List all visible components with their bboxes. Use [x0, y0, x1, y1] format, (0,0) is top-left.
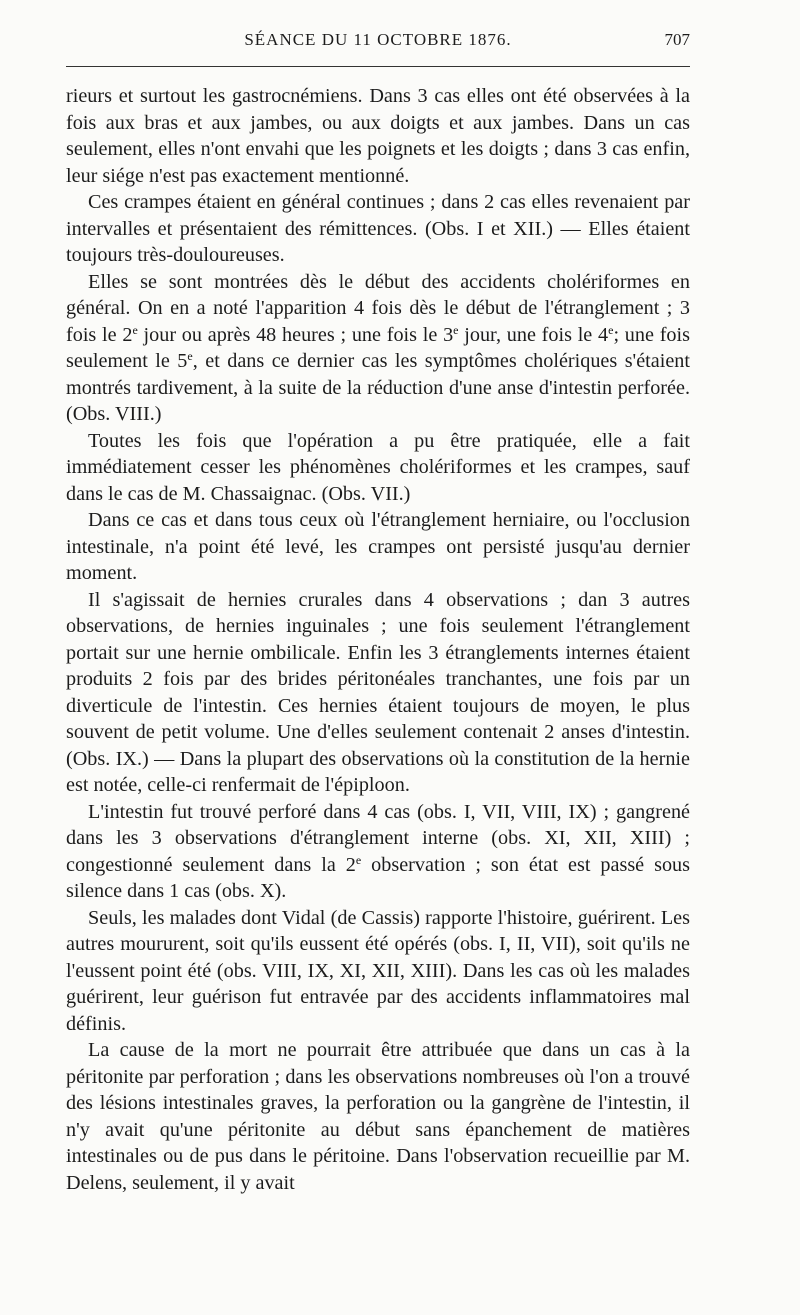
head-seance: SÉANCE DU [244, 30, 349, 49]
paragraph-crampes: Ces crampes étaient en général continues ; dans 2 cas elles revenaient par intervalles et présentaient des rémittences. (Obs. I et XII.) — Elles étaient toujours très-douloureuses. [66, 191, 690, 266]
header-rule [66, 66, 690, 67]
page-number: 707 [664, 30, 690, 49]
text-run: jour, une fois le 4 [458, 323, 609, 346]
paragraph-guerison: Seuls, les malades dont Vidal (de Cassis) rapporte l'histoire, guérirent. Les autres moururent, soit qu'ils eussent été opérés (obs. I, II, VII), soit qu'ils ne l'eussent point été (obs. VIII, IX, XI, XII, XIII). Dans les cas où les malades guérirent, leur guérison fut entravée par des accidents inflammatoires mal définis. [66, 906, 690, 1035]
superscript: e [187, 349, 193, 363]
paragraph-operation: Toutes les fois que l'opération a pu être pratiquée, elle a fait immédiatement cesser les phénomènes cholériformes et les crampes, sauf dans le cas de M. Chassaignac. (Obs. VII.) [66, 429, 690, 505]
superscript: e [453, 322, 459, 337]
paragraph-continued: rieurs et surtout les gastrocnémiens. Dans 3 cas elles ont été observées à la fois aux bras et aux jambes, ou aux doigts et aux jambes. Dans un cas seulement, elles n'ont envahi que les poignets et les doigts ; dans 3 cas enfin, leur siége n'est pas exactement mentionné. [66, 85, 690, 187]
paragraph-mort: La cause de la mort ne pourrait être attribuée que dans un cas à la péritonite par perforation ; dans les observations nombreuses où l'on a trouvé des lésions intestinales graves, la perforation ou la gangrène de l'intestin, il n'y avait qu'une péritonite au début sans épanchement de matières intestinales ou de pus dans le péritoine. Dans l'observation recueillie par M. Delens, seulement, il y avait [66, 1039, 690, 1194]
text-run: observation ; son état est passé sous silence dans 1 cas (obs. X). [66, 853, 690, 902]
superscript: e [608, 322, 614, 337]
running-head-title [66, 30, 690, 50]
text-run: ; une fois seulement le 5 [66, 323, 690, 372]
running-head [66, 30, 690, 54]
paragraph-persistance: Dans ce cas et dans tous ceux où l'étranglement herniaire, ou l'occlusion intestinale, n'a point été levé, les crampes ont persisté jusqu'au dernier moment. [66, 509, 690, 584]
text-run: , et dans ce dernier cas les symptômes cholériques s'étaient montrés tardivement, à la suite de la réduction d'une anse d'intestin perforée. (Obs. VIII.) [66, 350, 690, 425]
head-day: 11 [353, 30, 372, 49]
superscript: e [355, 852, 362, 867]
body-text [66, 83, 690, 1196]
text-run: L'intestin fut trouvé perforé dans 4 cas (obs. I, VII, VIII, IX) ; gangrené dans les 3 observations d'étranglement interne (obs. XI, XII, XIII) ; congestionné seulement dans la 2 [66, 800, 690, 876]
paragraph-intestin [66, 799, 690, 905]
superscript: e [132, 322, 138, 337]
head-year: 1876. [468, 30, 512, 49]
text-run: jour ou après 48 heures ; une fois le 3 [137, 323, 454, 346]
paragraph-debut [66, 269, 690, 428]
paragraph-hernies: Il s'agissait de hernies crurales dans 4 observations ; dan 3 autres observations, de hernies inguinales ; une fois seulement l'étranglement portait sur une hernie ombilicale. Enfin les 3 étranglements internes étaient produits 2 fois par des brides péritonéales tranchantes, une fois par un diverticule de l'intestin. Ces hernies étaient toujours de moyen, le plus souvent de petit volume. Une d'elles seulement contenait 2 anses d'intestin. (Obs. IX.) — Dans la plupart des observations où la constitution de la hernie est notée, celle-ci renfermait de l'épiploon. [66, 588, 690, 796]
text-run: Elles se sont montrées dès le début des accidents cholériformes en général. On en a noté l'apparition 4 fois dès le début de l'étranglement ; 3 fois le 2 [66, 270, 690, 346]
head-month: OCTOBRE [377, 30, 464, 49]
